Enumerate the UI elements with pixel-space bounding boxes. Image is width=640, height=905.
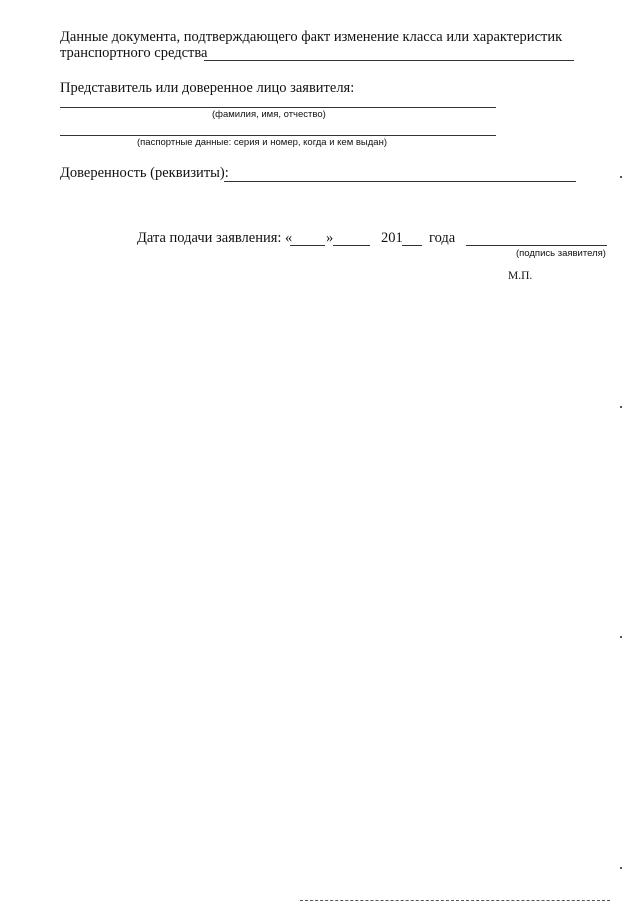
power-of-attorney-label: Доверенность (реквизиты):: [60, 165, 229, 181]
representative-fio-field[interactable]: [60, 107, 496, 108]
passport-caption: (паспортные данные: серия и номер, когда и кем выдан): [137, 137, 387, 148]
power-of-attorney-field[interactable]: [224, 181, 576, 182]
scan-speck: [620, 867, 622, 869]
year-word: года: [429, 230, 456, 246]
date-month-field[interactable]: [333, 245, 370, 246]
date-close-quote: »: [326, 230, 334, 246]
document-data-label: Данные документа, подтверждающего факт изменение класса или характеристик: [60, 29, 563, 45]
date-day-field[interactable]: [290, 245, 325, 246]
vehicle-document-field[interactable]: [204, 60, 574, 61]
representative-label: Представитель или доверенное лицо заявителя:: [60, 80, 355, 96]
scan-speck: [620, 406, 622, 408]
fio-caption: (фамилия, имя, отчество): [212, 109, 326, 120]
year-prefix: 201: [381, 230, 403, 246]
passport-field[interactable]: [60, 135, 496, 136]
signature-field[interactable]: [466, 245, 607, 246]
scan-speck: [620, 176, 622, 178]
signature-caption: (подпись заявителя): [516, 248, 606, 259]
scan-bottom-edge: [300, 900, 610, 901]
stamp-label: М.П.: [508, 270, 533, 282]
vehicle-label: транспортного средства: [60, 45, 208, 61]
date-year-field[interactable]: [402, 245, 422, 246]
date-label: Дата подачи заявления: «: [137, 230, 293, 246]
scan-speck: [620, 636, 622, 638]
